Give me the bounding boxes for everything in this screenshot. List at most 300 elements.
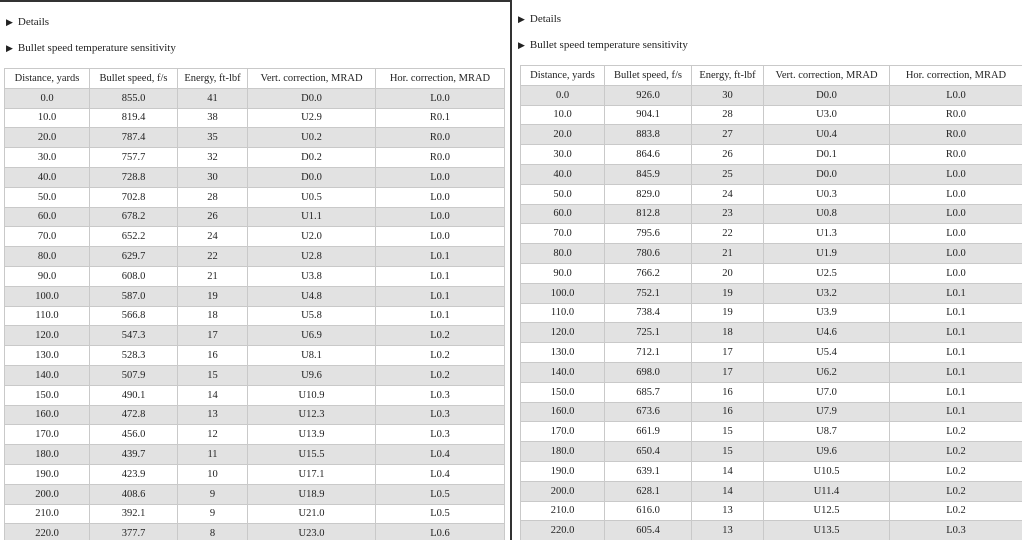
cell-distance: 90.0: [5, 266, 90, 286]
column-header-vert-correction: Vert. correction, MRAD: [764, 66, 890, 86]
cell-hor-correction: R0.0: [376, 128, 505, 148]
cell-bullet-speed: 650.4: [605, 442, 692, 462]
cell-hor-correction: L0.1: [376, 266, 505, 286]
cell-vert-correction: U3.8: [248, 266, 376, 286]
cell-hor-correction: L0.0: [376, 88, 505, 108]
disclosure-triangle-icon: ▶: [6, 17, 13, 27]
table-row: [521, 164, 1022, 184]
cell-vert-correction: U12.5: [764, 501, 890, 521]
cell-distance: 180.0: [5, 445, 90, 465]
cell-distance: 50.0: [521, 184, 605, 204]
table-row: [5, 286, 505, 306]
cell-hor-correction: L0.2: [376, 326, 505, 346]
table-row: [521, 481, 1022, 501]
cell-vert-correction: U2.5: [764, 263, 890, 283]
cell-distance: 80.0: [521, 244, 605, 264]
cell-distance: 220.0: [5, 524, 90, 540]
cell-vert-correction: U0.3: [764, 184, 890, 204]
column-header-distance: Distance, yards: [5, 69, 90, 89]
cell-hor-correction: L0.3: [376, 425, 505, 445]
cell-vert-correction: U3.0: [764, 105, 890, 125]
cell-bullet-speed: 766.2: [605, 263, 692, 283]
cell-distance: 10.0: [521, 105, 605, 125]
table-row: [5, 108, 505, 128]
cell-hor-correction: L0.0: [890, 263, 1022, 283]
table-row: [521, 382, 1022, 402]
cell-energy: 24: [178, 227, 248, 247]
details-label: Details: [529, 13, 562, 25]
cell-bullet-speed: 926.0: [605, 85, 692, 105]
cell-distance: 80.0: [5, 247, 90, 267]
disclosure-triangle-icon: ▶: [518, 14, 525, 24]
cell-hor-correction: L0.3: [376, 385, 505, 405]
cell-hor-correction: L0.3: [376, 405, 505, 425]
cell-distance: 160.0: [5, 405, 90, 425]
table-row: [521, 224, 1022, 244]
cell-bullet-speed: 456.0: [90, 425, 178, 445]
table-row: [5, 326, 505, 346]
table-header-row: [5, 69, 505, 89]
table-row: [5, 207, 505, 227]
cell-bullet-speed: 639.1: [605, 461, 692, 481]
table-row: [521, 422, 1022, 442]
column-header-bullet-speed: Bullet speed, f/s: [605, 66, 692, 86]
table-row: [521, 402, 1022, 422]
cell-energy: 8: [178, 524, 248, 540]
cell-vert-correction: U7.0: [764, 382, 890, 402]
cell-vert-correction: U8.1: [248, 346, 376, 366]
cell-vert-correction: U9.6: [248, 365, 376, 385]
cell-hor-correction: L0.1: [890, 362, 1022, 382]
cell-bullet-speed: 845.9: [605, 164, 692, 184]
table-row: [521, 145, 1022, 165]
cell-energy: 14: [692, 481, 764, 501]
cell-energy: 26: [178, 207, 248, 227]
cell-distance: 140.0: [5, 365, 90, 385]
cell-hor-correction: L0.1: [890, 343, 1022, 363]
cell-energy: 35: [178, 128, 248, 148]
cell-energy: 21: [692, 244, 764, 264]
cell-distance: 30.0: [5, 148, 90, 168]
details-label: Details: [17, 16, 50, 28]
cell-distance: 40.0: [521, 164, 605, 184]
table-row: [5, 365, 505, 385]
cell-distance: 160.0: [521, 402, 605, 422]
cell-distance: 20.0: [5, 128, 90, 148]
cell-bullet-speed: 738.4: [605, 303, 692, 323]
cell-hor-correction: R0.0: [890, 125, 1022, 145]
cell-hor-correction: L0.2: [890, 501, 1022, 521]
ballistics-table: [520, 65, 1022, 540]
cell-vert-correction: D0.2: [248, 148, 376, 168]
cell-hor-correction: L0.0: [376, 167, 505, 187]
cell-bullet-speed: 780.6: [605, 244, 692, 264]
cell-bullet-speed: 864.6: [605, 145, 692, 165]
cell-bullet-speed: 439.7: [90, 445, 178, 465]
table-row: [5, 247, 505, 267]
cell-bullet-speed: 408.6: [90, 484, 178, 504]
cell-energy: 17: [692, 343, 764, 363]
cell-bullet-speed: 605.4: [605, 521, 692, 540]
cell-distance: 130.0: [521, 343, 605, 363]
cell-distance: 110.0: [521, 303, 605, 323]
cell-energy: 24: [692, 184, 764, 204]
cell-hor-correction: R0.0: [890, 145, 1022, 165]
cell-vert-correction: U10.5: [764, 461, 890, 481]
cell-energy: 10: [178, 464, 248, 484]
cell-vert-correction: U10.9: [248, 385, 376, 405]
cell-distance: 170.0: [521, 422, 605, 442]
cell-distance: 50.0: [5, 187, 90, 207]
cell-energy: 19: [178, 286, 248, 306]
cell-energy: 23: [692, 204, 764, 224]
cell-distance: 0.0: [5, 88, 90, 108]
cell-hor-correction: L0.2: [376, 346, 505, 366]
cell-vert-correction: U1.1: [248, 207, 376, 227]
cell-vert-correction: D0.0: [248, 167, 376, 187]
cell-energy: 17: [178, 326, 248, 346]
cell-hor-correction: L0.0: [890, 184, 1022, 204]
cell-vert-correction: U1.9: [764, 244, 890, 264]
cell-bullet-speed: 685.7: [605, 382, 692, 402]
table-row: [5, 524, 505, 540]
table-row: [5, 405, 505, 425]
cell-energy: 17: [692, 362, 764, 382]
cell-vert-correction: U12.3: [248, 405, 376, 425]
cell-bullet-speed: 490.1: [90, 385, 178, 405]
cell-bullet-speed: 673.6: [605, 402, 692, 422]
column-header-energy: Energy, ft-lbf: [178, 69, 248, 89]
cell-distance: 40.0: [5, 167, 90, 187]
details-toggle[interactable]: [518, 13, 561, 25]
table-row: [5, 88, 505, 108]
cell-bullet-speed: 795.6: [605, 224, 692, 244]
cell-hor-correction: L0.5: [376, 504, 505, 524]
cell-vert-correction: D0.0: [248, 88, 376, 108]
cell-vert-correction: U13.9: [248, 425, 376, 445]
cell-vert-correction: U3.2: [764, 283, 890, 303]
cell-vert-correction: U7.9: [764, 402, 890, 422]
cell-hor-correction: L0.0: [376, 187, 505, 207]
cell-vert-correction: D0.0: [764, 164, 890, 184]
cell-energy: 26: [692, 145, 764, 165]
cell-energy: 14: [692, 461, 764, 481]
table-row: [5, 148, 505, 168]
cell-bullet-speed: 547.3: [90, 326, 178, 346]
cell-bullet-speed: 787.4: [90, 128, 178, 148]
cell-energy: 20: [692, 263, 764, 283]
cell-energy: 15: [692, 442, 764, 462]
table-row: [521, 105, 1022, 125]
right-ballistics-panel: [512, 0, 1022, 540]
cell-vert-correction: U8.7: [764, 422, 890, 442]
cell-bullet-speed: 855.0: [90, 88, 178, 108]
cell-bullet-speed: 752.1: [605, 283, 692, 303]
cell-distance: 70.0: [5, 227, 90, 247]
cell-distance: 70.0: [521, 224, 605, 244]
cell-bullet-speed: 628.1: [605, 481, 692, 501]
table-row: [521, 343, 1022, 363]
table-row: [521, 303, 1022, 323]
column-header-energy: Energy, ft-lbf: [692, 66, 764, 86]
cell-distance: 150.0: [521, 382, 605, 402]
column-header-hor-correction: Hor. correction, MRAD: [376, 69, 505, 89]
cell-bullet-speed: 629.7: [90, 247, 178, 267]
table-row: [5, 227, 505, 247]
cell-bullet-speed: 698.0: [605, 362, 692, 382]
cell-distance: 140.0: [521, 362, 605, 382]
cell-vert-correction: U2.9: [248, 108, 376, 128]
cell-energy: 12: [178, 425, 248, 445]
cell-vert-correction: U11.4: [764, 481, 890, 501]
cell-energy: 13: [178, 405, 248, 425]
cell-distance: 200.0: [5, 484, 90, 504]
table-row: [521, 204, 1022, 224]
cell-hor-correction: L0.1: [890, 303, 1022, 323]
cell-vert-correction: U9.6: [764, 442, 890, 462]
cell-energy: 21: [178, 266, 248, 286]
cell-distance: 0.0: [521, 85, 605, 105]
cell-distance: 180.0: [521, 442, 605, 462]
cell-hor-correction: L0.2: [376, 365, 505, 385]
cell-energy: 22: [178, 247, 248, 267]
cell-hor-correction: L0.0: [890, 164, 1022, 184]
cell-hor-correction: L0.1: [376, 286, 505, 306]
cell-bullet-speed: 661.9: [605, 422, 692, 442]
table-row: [5, 464, 505, 484]
cell-bullet-speed: 608.0: [90, 266, 178, 286]
table-row: [521, 184, 1022, 204]
cell-hor-correction: L0.2: [890, 461, 1022, 481]
cell-energy: 9: [178, 504, 248, 524]
cell-energy: 15: [178, 365, 248, 385]
cell-bullet-speed: 377.7: [90, 524, 178, 540]
cell-distance: 60.0: [521, 204, 605, 224]
cell-bullet-speed: 392.1: [90, 504, 178, 524]
cell-vert-correction: U23.0: [248, 524, 376, 540]
cell-energy: 28: [692, 105, 764, 125]
cell-energy: 16: [178, 346, 248, 366]
cell-distance: 120.0: [5, 326, 90, 346]
cell-distance: 100.0: [5, 286, 90, 306]
table-row: [521, 85, 1022, 105]
cell-energy: 16: [692, 382, 764, 402]
table-header-row: [521, 66, 1022, 86]
temperature-sensitivity-label: Bullet speed temperature sensitivity: [17, 42, 176, 54]
cell-energy: 11: [178, 445, 248, 465]
cell-distance: 120.0: [521, 323, 605, 343]
table-row: [521, 501, 1022, 521]
cell-vert-correction: U0.2: [248, 128, 376, 148]
cell-hor-correction: L0.0: [376, 227, 505, 247]
table-row: [521, 323, 1022, 343]
cell-hor-correction: L0.0: [376, 207, 505, 227]
cell-hor-correction: L0.0: [890, 224, 1022, 244]
table-row: [5, 425, 505, 445]
cell-energy: 38: [178, 108, 248, 128]
cell-bullet-speed: 812.8: [605, 204, 692, 224]
cell-vert-correction: D0.0: [764, 85, 890, 105]
cell-bullet-speed: 566.8: [90, 306, 178, 326]
cell-energy: 22: [692, 224, 764, 244]
cell-hor-correction: L0.2: [890, 422, 1022, 442]
cell-vert-correction: U0.5: [248, 187, 376, 207]
cell-hor-correction: R0.1: [376, 108, 505, 128]
cell-bullet-speed: 757.7: [90, 148, 178, 168]
cell-hor-correction: L0.2: [890, 442, 1022, 462]
table-row: [5, 167, 505, 187]
cell-hor-correction: L0.0: [890, 244, 1022, 264]
cell-vert-correction: U0.4: [764, 125, 890, 145]
cell-energy: 30: [178, 167, 248, 187]
cell-hor-correction: R0.0: [890, 105, 1022, 125]
cell-bullet-speed: 904.1: [605, 105, 692, 125]
cell-distance: 30.0: [521, 145, 605, 165]
cell-bullet-speed: 423.9: [90, 464, 178, 484]
cell-distance: 90.0: [521, 263, 605, 283]
cell-energy: 28: [178, 187, 248, 207]
temperature-sensitivity-toggle[interactable]: [518, 39, 688, 51]
cell-bullet-speed: 819.4: [90, 108, 178, 128]
table-row: [521, 283, 1022, 303]
table-row: [5, 484, 505, 504]
cell-distance: 210.0: [5, 504, 90, 524]
column-header-hor-correction: Hor. correction, MRAD: [890, 66, 1022, 86]
cell-vert-correction: U5.8: [248, 306, 376, 326]
cell-distance: 210.0: [521, 501, 605, 521]
table-row: [5, 187, 505, 207]
cell-vert-correction: U1.3: [764, 224, 890, 244]
cell-energy: 32: [178, 148, 248, 168]
cell-energy: 18: [178, 306, 248, 326]
cell-energy: 30: [692, 85, 764, 105]
table-row: [5, 445, 505, 465]
table-row: [5, 306, 505, 326]
table-row: [5, 346, 505, 366]
cell-energy: 18: [692, 323, 764, 343]
cell-hor-correction: L0.0: [890, 204, 1022, 224]
cell-vert-correction: D0.1: [764, 145, 890, 165]
table-row: [521, 125, 1022, 145]
column-header-vert-correction: Vert. correction, MRAD: [248, 69, 376, 89]
cell-distance: 150.0: [5, 385, 90, 405]
cell-energy: 13: [692, 521, 764, 540]
cell-energy: 16: [692, 402, 764, 422]
table-row: [521, 244, 1022, 264]
cell-vert-correction: U5.4: [764, 343, 890, 363]
cell-bullet-speed: 616.0: [605, 501, 692, 521]
cell-vert-correction: U4.6: [764, 323, 890, 343]
ballistics-table: [4, 68, 505, 540]
cell-hor-correction: L0.1: [376, 247, 505, 267]
cell-bullet-speed: 712.1: [605, 343, 692, 363]
cell-energy: 9: [178, 484, 248, 504]
cell-distance: 220.0: [521, 521, 605, 540]
cell-hor-correction: L0.1: [890, 382, 1022, 402]
table-row: [5, 385, 505, 405]
cell-hor-correction: L0.6: [376, 524, 505, 540]
cell-hor-correction: R0.0: [376, 148, 505, 168]
cell-hor-correction: L0.1: [890, 283, 1022, 303]
cell-hor-correction: L0.0: [890, 85, 1022, 105]
cell-bullet-speed: 528.3: [90, 346, 178, 366]
cell-vert-correction: U18.9: [248, 484, 376, 504]
cell-hor-correction: L0.2: [890, 481, 1022, 501]
cell-vert-correction: U2.8: [248, 247, 376, 267]
disclosure-triangle-icon: ▶: [6, 43, 13, 53]
cell-bullet-speed: 883.8: [605, 125, 692, 145]
table-row: [521, 521, 1022, 540]
cell-energy: 19: [692, 303, 764, 323]
cell-vert-correction: U17.1: [248, 464, 376, 484]
table-row: [5, 504, 505, 524]
table-row: [5, 266, 505, 286]
cell-bullet-speed: 728.8: [90, 167, 178, 187]
cell-bullet-speed: 702.8: [90, 187, 178, 207]
cell-energy: 19: [692, 283, 764, 303]
cell-hor-correction: L0.3: [890, 521, 1022, 540]
cell-distance: 200.0: [521, 481, 605, 501]
table-row: [521, 461, 1022, 481]
temperature-sensitivity-toggle[interactable]: [6, 42, 176, 54]
cell-distance: 110.0: [5, 306, 90, 326]
column-header-bullet-speed: Bullet speed, f/s: [90, 69, 178, 89]
cell-distance: 100.0: [521, 283, 605, 303]
cell-distance: 190.0: [5, 464, 90, 484]
cell-distance: 170.0: [5, 425, 90, 445]
temperature-sensitivity-label: Bullet speed temperature sensitivity: [529, 39, 688, 51]
cell-distance: 190.0: [521, 461, 605, 481]
disclosure-triangle-icon: ▶: [518, 40, 525, 50]
cell-bullet-speed: 725.1: [605, 323, 692, 343]
cell-vert-correction: U0.8: [764, 204, 890, 224]
table-row: [521, 362, 1022, 382]
cell-bullet-speed: 652.2: [90, 227, 178, 247]
cell-hor-correction: L0.5: [376, 484, 505, 504]
cell-hor-correction: L0.1: [376, 306, 505, 326]
cell-vert-correction: U6.9: [248, 326, 376, 346]
cell-vert-correction: U15.5: [248, 445, 376, 465]
cell-bullet-speed: 678.2: [90, 207, 178, 227]
cell-bullet-speed: 507.9: [90, 365, 178, 385]
cell-hor-correction: L0.4: [376, 464, 505, 484]
column-header-distance: Distance, yards: [521, 66, 605, 86]
table-row: [521, 442, 1022, 462]
cell-energy: 41: [178, 88, 248, 108]
cell-energy: 13: [692, 501, 764, 521]
cell-vert-correction: U3.9: [764, 303, 890, 323]
cell-distance: 130.0: [5, 346, 90, 366]
cell-hor-correction: L0.4: [376, 445, 505, 465]
cell-distance: 20.0: [521, 125, 605, 145]
cell-energy: 14: [178, 385, 248, 405]
cell-bullet-speed: 472.8: [90, 405, 178, 425]
cell-energy: 15: [692, 422, 764, 442]
cell-hor-correction: L0.1: [890, 402, 1022, 422]
table-row: [521, 263, 1022, 283]
cell-vert-correction: U2.0: [248, 227, 376, 247]
cell-distance: 10.0: [5, 108, 90, 128]
cell-distance: 60.0: [5, 207, 90, 227]
cell-vert-correction: U4.8: [248, 286, 376, 306]
cell-energy: 25: [692, 164, 764, 184]
cell-bullet-speed: 587.0: [90, 286, 178, 306]
cell-vert-correction: U13.5: [764, 521, 890, 540]
details-toggle[interactable]: [6, 16, 49, 28]
cell-energy: 27: [692, 125, 764, 145]
cell-vert-correction: U21.0: [248, 504, 376, 524]
cell-bullet-speed: 829.0: [605, 184, 692, 204]
